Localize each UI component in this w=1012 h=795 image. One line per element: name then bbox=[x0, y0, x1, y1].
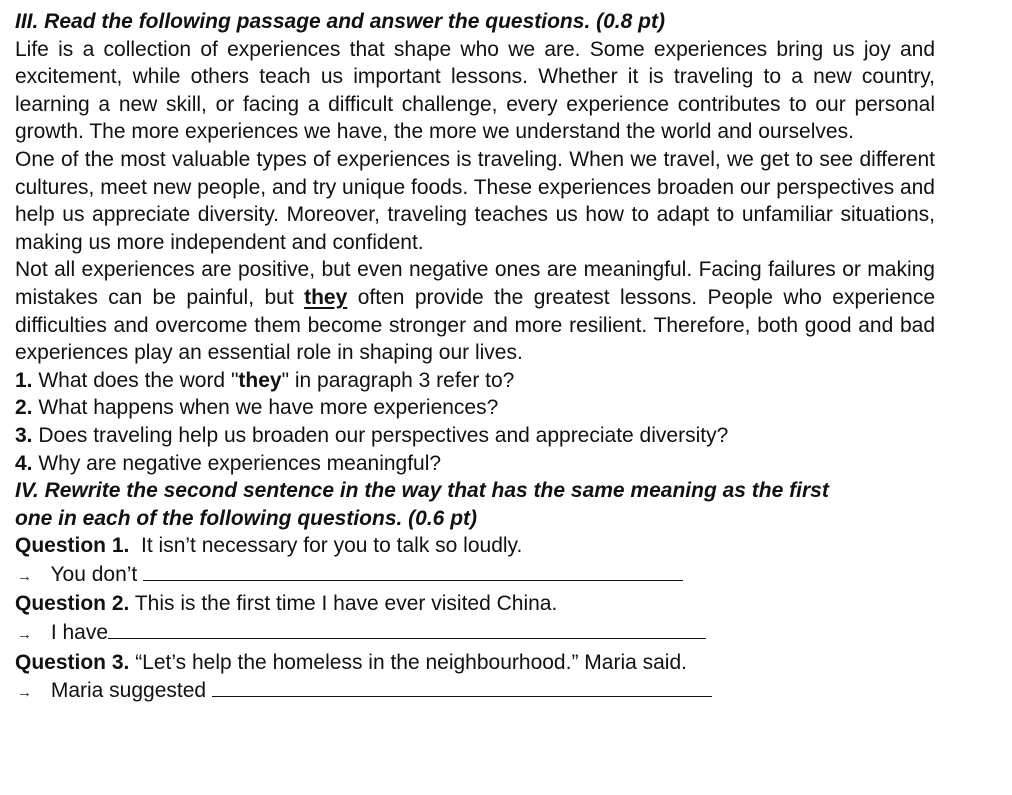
arrow-icon: → bbox=[17, 567, 32, 585]
question-2 bbox=[15, 394, 935, 422]
worksheet-page bbox=[15, 8, 935, 707]
question-text-end: " in paragraph 3 refer to? bbox=[281, 368, 515, 392]
section-3-heading: III. Read the following passage and answer the questions. (0.8 pt) bbox=[15, 10, 665, 33]
question-highlight-they: they bbox=[238, 368, 282, 392]
arrow-icon: → bbox=[17, 684, 32, 702]
rewrite-question-2 bbox=[15, 590, 935, 618]
rewrite-question-label: Question 3. bbox=[15, 650, 130, 674]
question-1 bbox=[15, 367, 935, 395]
rewrite-answer-line-3 bbox=[15, 676, 935, 707]
rewrite-question-label: Question 1. bbox=[15, 534, 130, 558]
question-text: Does traveling help us broaden our perspectives and appreciate diversity? bbox=[32, 423, 729, 447]
arrow-icon: → bbox=[17, 626, 32, 644]
rewrite-question-label: Question 2. bbox=[15, 592, 130, 616]
rewrite-question-3 bbox=[15, 649, 935, 677]
question-number: 2. bbox=[15, 396, 33, 420]
passage-paragraph-2: One of the most valuable types of experiences is traveling. When we travel, we get to see different cultures, meet new people, and try unique foods. These experiences broaden our perspectives and help us appreciate diversity. Moreover, traveling teaches us how to adapt to unfamiliar situations, making us more independent and confident. bbox=[15, 147, 935, 254]
rewrite-original-sentence: “Let’s help the homeless in the neighbourhood.” Maria said. bbox=[129, 650, 687, 674]
answer-blank[interactable] bbox=[108, 618, 706, 639]
rewrite-prompt: Maria suggested bbox=[45, 679, 212, 703]
answer-blank[interactable] bbox=[143, 560, 683, 581]
question-4 bbox=[15, 450, 935, 478]
highlighted-word-they: they bbox=[304, 285, 348, 309]
passage-paragraph-3 bbox=[15, 256, 935, 366]
rewrite-answer-line-1 bbox=[15, 560, 935, 591]
question-text: Why are negative experiences meaningful? bbox=[32, 451, 442, 475]
question-number: 1. bbox=[15, 368, 33, 392]
paragraph-3-text-start: Not all experiences are positive, but even negative ones are meaningful. Facing failures or making mistakes can be painful, but bbox=[15, 258, 935, 309]
question-text: What happens when we have more experiences? bbox=[32, 396, 499, 420]
section-4-heading-line-1: IV. Rewrite the second sentence in the way that has the same meaning as the first bbox=[15, 479, 829, 503]
question-3 bbox=[15, 422, 935, 450]
rewrite-prompt: You don’t bbox=[45, 562, 144, 586]
question-number: 4. bbox=[15, 451, 33, 475]
paragraph-3-text-end: often provide the greatest lessons. People who experience difficulties and overcome them become stronger and more resilient. Therefore, both good and bad experiences play an essential role in shaping our lives. bbox=[15, 285, 935, 365]
answer-blank[interactable] bbox=[212, 676, 712, 697]
rewrite-original-sentence: It isn’t necessary for you to talk so loudly. bbox=[129, 534, 523, 558]
section-4-heading-line-2: one in each of the following questions. (0.6 pt) bbox=[15, 506, 478, 530]
passage-paragraph-1: Life is a collection of experiences that shape who we are. Some experiences bring us joy and excitement, while others teach us important lessons. Whether it is traveling to a new country, learning a new skill, or facing a difficult challenge, every experience contributes to our personal growth. The more experiences we have, the more we understand the world and ourselves. bbox=[15, 37, 935, 144]
rewrite-question-1 bbox=[15, 532, 935, 560]
rewrite-prompt: I have bbox=[45, 621, 109, 645]
rewrite-answer-line-2 bbox=[15, 618, 935, 649]
question-number: 3. bbox=[15, 423, 33, 447]
rewrite-original-sentence: This is the first time I have ever visited China. bbox=[129, 592, 558, 616]
question-text-start: What does the word " bbox=[32, 368, 239, 392]
